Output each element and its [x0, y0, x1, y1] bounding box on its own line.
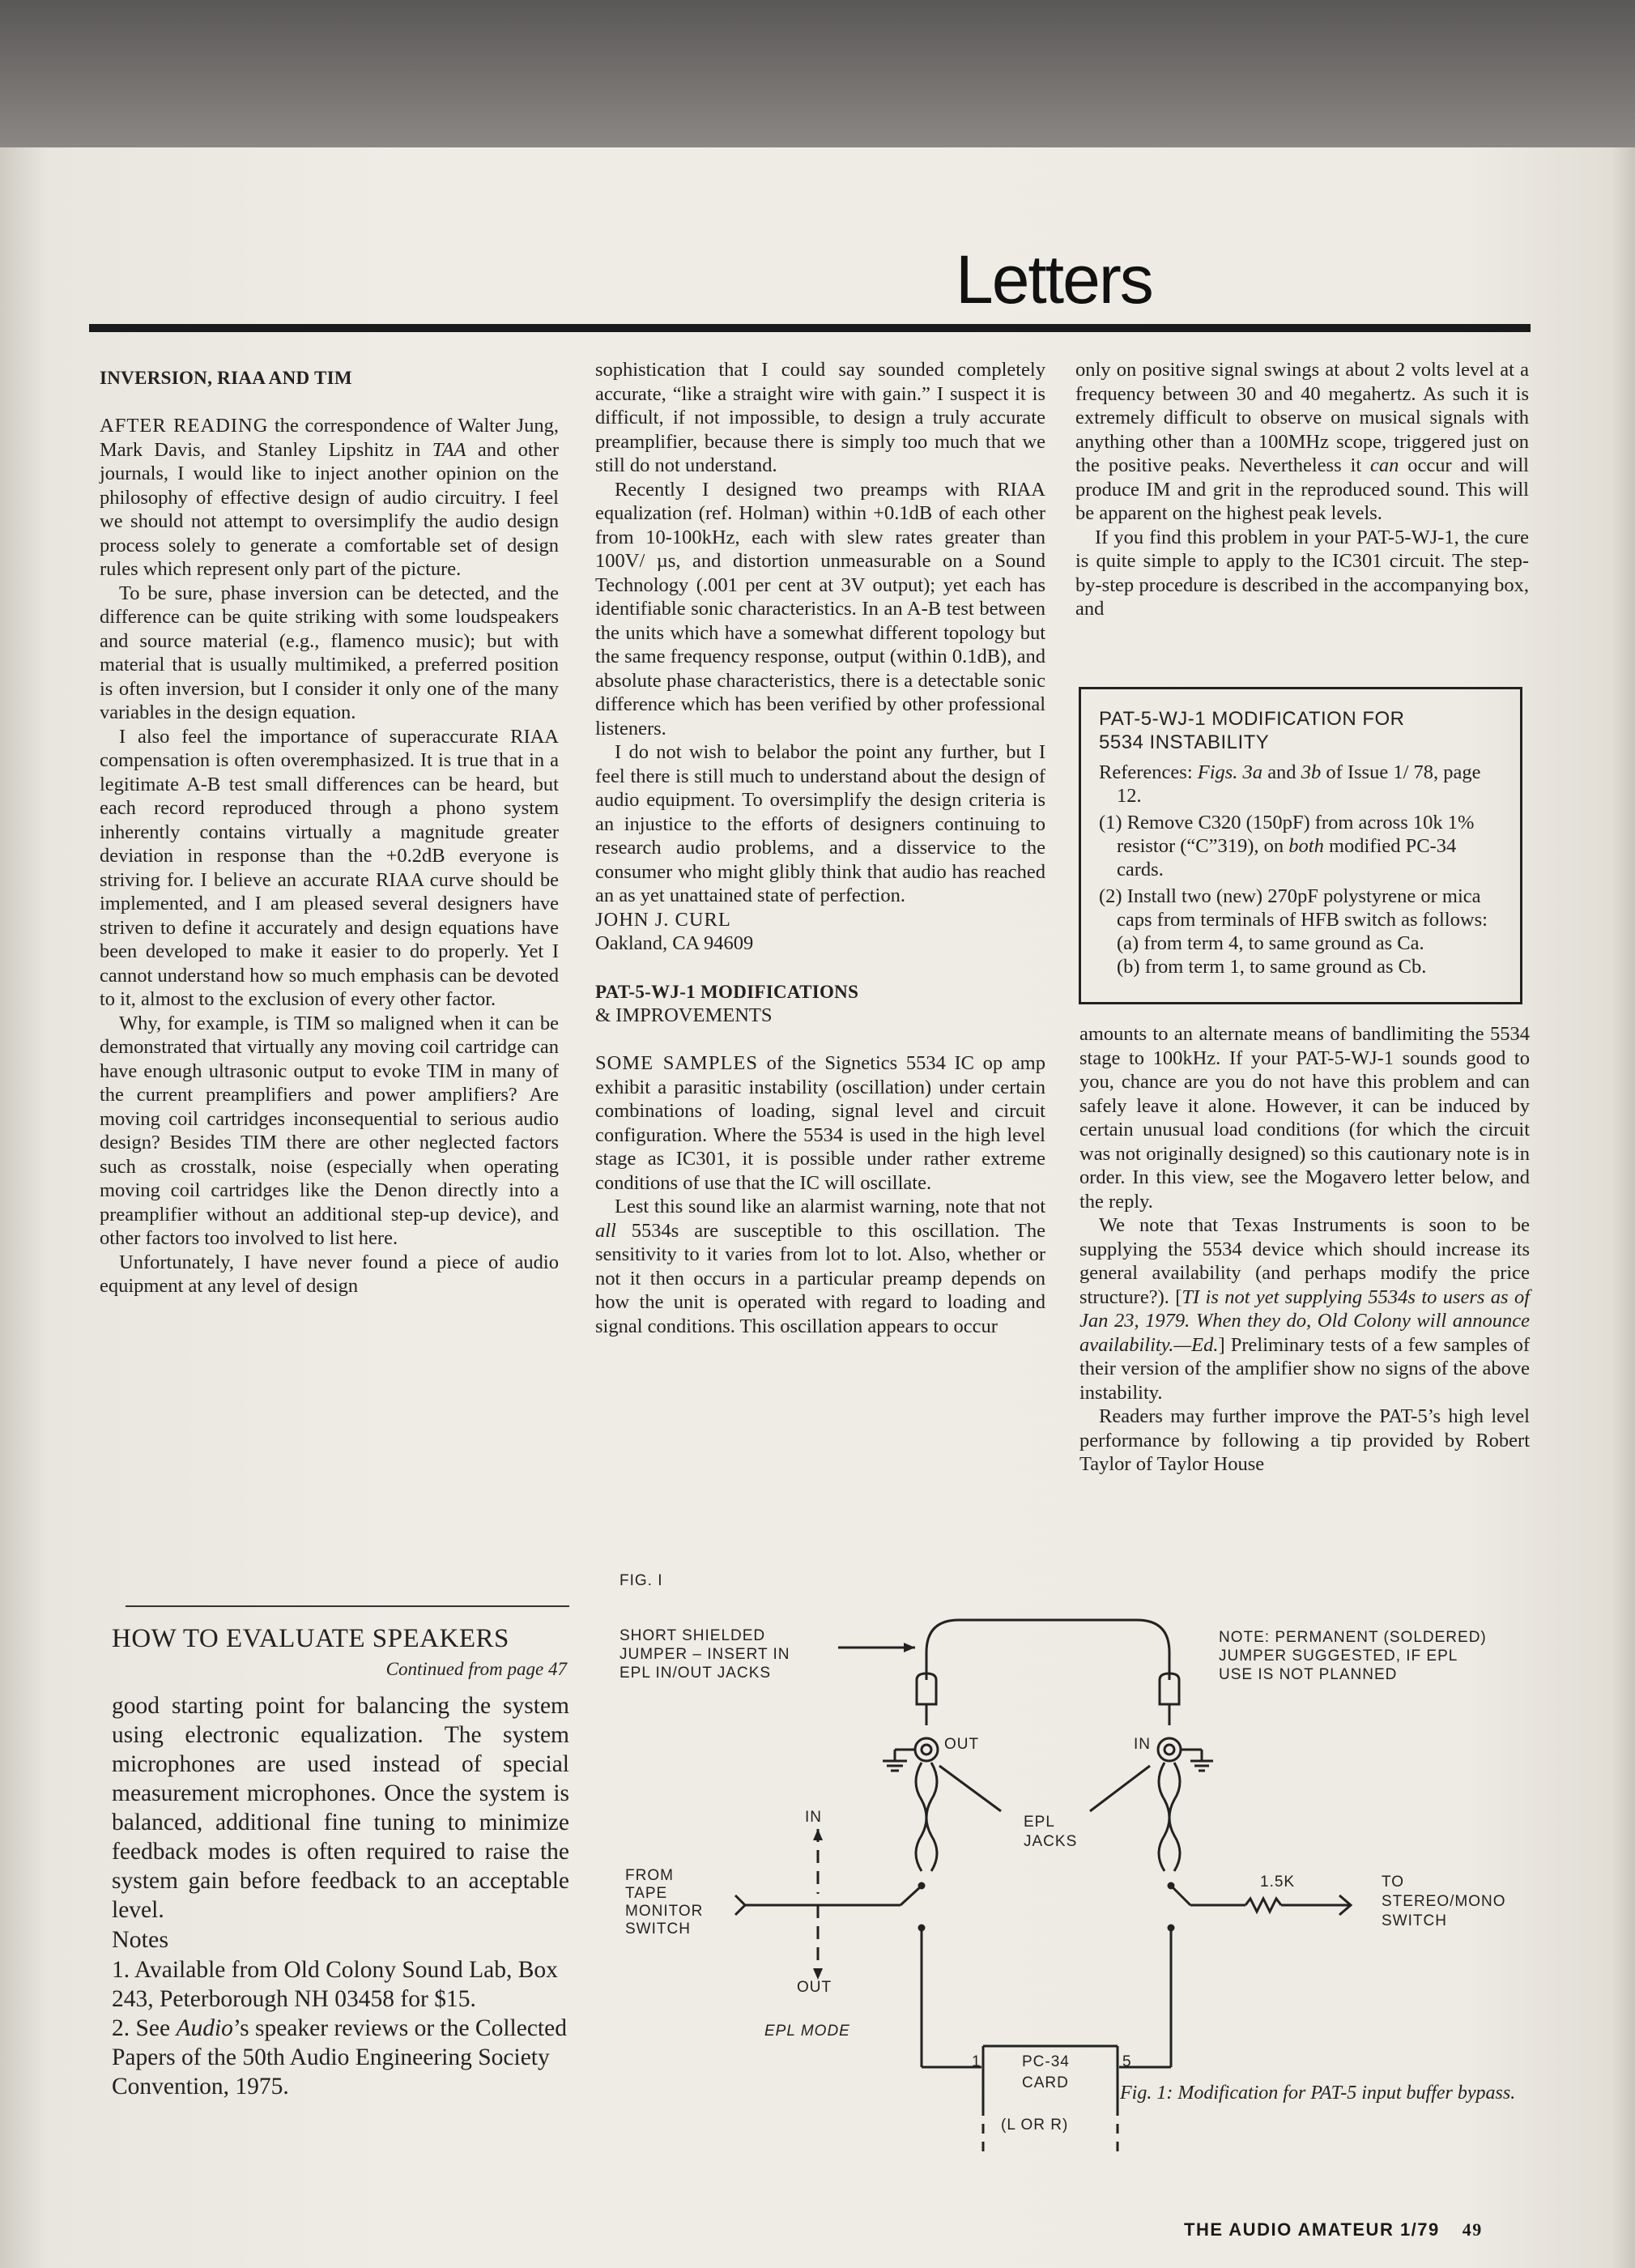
left-shielded-cable-b	[926, 1763, 937, 1871]
paragraph: amounts to an alternate means of bandlimiting the 5534 stage to 100kHz. If your PAT-5-WJ-1 sounds good to you, chance are you do not have this problem and can safely leave it alone. However, it can be induced by certain unusual load conditions (for which the circuit was not originally designed) so this cautionary note is in order. In this view, see the Mogavero letter below, and the reply.	[1079, 1023, 1530, 1213]
italic-text: TI is not yet supplying 5534s to users as of Jan 23, 1979. When they do, Old Colony will announce availability.—Ed.	[1079, 1285, 1531, 1356]
italic-text: 3b	[1301, 761, 1322, 783]
box-step-2b: (b) from term 1, to same ground as Cb.	[1117, 956, 1427, 978]
jumper-label-2: JUMPER – INSERT IN	[620, 1646, 790, 1663]
box-title-line-2: 5534 INSTABILITY	[1099, 731, 1270, 753]
in-jack-inner	[1165, 1745, 1174, 1754]
to-label-3: SWITCH	[1382, 1912, 1447, 1929]
text: occur and will produce IM and grit in the reproduced sound. This will be apparent on the highest peak levels.	[1075, 454, 1529, 524]
resistor-1-5k	[1245, 1899, 1281, 1912]
text: of the Signetics 5534 IC op amp exhibit a parasitic instability (oscillation) under certain combinations of loading, signal level and circuit configuration. Where the 5534 is used in the high level stage as IC301, it is possible under rather extreme conditions of use that the IC will oscillate.	[595, 1052, 1045, 1194]
out-jack-outer	[915, 1738, 938, 1761]
out-arrow-label: OUT	[797, 1979, 832, 1996]
epl-label-1: EPL	[1024, 1814, 1055, 1831]
text: of Issue 1/ 78, page 12.	[1117, 761, 1481, 807]
text: References:	[1099, 761, 1198, 783]
note-1: 1. Available from Old Colony Sound Lab, Box 243, Peterborough NH 03458 for $15.	[112, 1957, 558, 2012]
text: (1) Remove C320 (150pF) from across 10k 1% resistor (“C”319), on	[1099, 812, 1475, 857]
in-jack-outer	[1158, 1738, 1181, 1761]
text: and	[1262, 761, 1301, 783]
italic-text: all	[595, 1219, 616, 1242]
speakers-article-title: HOW TO EVALUATE SPEAKERS	[112, 1624, 509, 1653]
to-label-1: TO	[1382, 1874, 1405, 1891]
paragraph: good starting point for balancing the system using electronic equalization. The system microphones are used instead of special measurement microphones. Once the system is balanced, additional fine tuning to minimize feedback modes is often required to raise the system gain before feedback to an acceptable level.	[112, 1693, 569, 1923]
epl-pointer-left	[939, 1766, 1001, 1811]
letter-heading-inversion: INVERSION, RIAA AND TIM	[100, 368, 352, 388]
from-label-2: TAPE	[625, 1885, 668, 1902]
note-label-2: JUMPER SUGGESTED, IF EPL	[1219, 1648, 1458, 1665]
in-arrowhead	[813, 1829, 823, 1840]
input-chevron	[735, 1895, 745, 1915]
jumper-arrowhead	[904, 1643, 915, 1652]
box-step-2a: (a) from term 4, to same ground as Ca.	[1117, 932, 1424, 954]
epl-mode-label: EPL MODE	[764, 2023, 850, 2040]
journal-name: THE AUDIO AMATEUR 1/79	[1184, 2219, 1440, 2240]
from-label-4: SWITCH	[625, 1921, 691, 1938]
jumper-label-3: EPL IN/OUT JACKS	[620, 1665, 772, 1682]
italic-text: both	[1288, 835, 1324, 857]
page-footer	[1184, 2219, 1565, 2240]
letter-heading-pat5: PAT-5-WJ-1 MODIFICATIONS	[595, 981, 859, 1002]
lead-in: AFTER READING	[100, 415, 269, 437]
left-switch-contact	[919, 1883, 924, 1888]
text: 2. See	[112, 2015, 177, 2041]
paragraph: I also feel the importance of superaccurate RIAA compensation is often overemphasized. It is true that in a legitimate A-B test small differences can be heard, but each record reproduced through a phono system inherently contains virtually a magnitude greater deviation in response than the +0.2dB everyone is striving for. I believe an accurate RIAA curve should be implemented, and I am pleased several designers have striven to define it accurately and design equations have been developed to make it easier to do properly. Yet I cannot understand how so much emphasis can be devoted to it, almost to the exclusion of every other factor.	[100, 725, 559, 1010]
note-label-1: NOTE: PERMANENT (SOLDERED)	[1219, 1629, 1487, 1646]
text: modified PC-34 cards.	[1117, 835, 1457, 880]
italic-text: TAA	[432, 438, 466, 461]
page-number: 49	[1462, 2219, 1483, 2240]
paragraph: To be sure, phase inversion can be detected, and the difference can be quite striking with some loudspeakers and source material (e.g., flamenco music); but with material that is usually multimiked, a preferred position is often inversion, but I consider it only one of the many variables in the design equation.	[100, 582, 559, 723]
notes-heading: Notes	[112, 1926, 168, 1953]
epl-label-2: JACKS	[1024, 1833, 1078, 1850]
figure-caption: Fig. 1: Modification for PAT-5 input buffer bypass.	[1120, 2083, 1516, 2104]
out-jack-inner	[922, 1745, 931, 1754]
text: only on positive signal swings at about 2 volts level at a frequency between 30 and 40 megahertz. As such it is extremely difficult to observe on musical signals with anything other than a 100MHz scope, triggered just on the positive peaks. Nevertheless it	[1075, 359, 1529, 476]
from-label-1: FROM	[625, 1867, 674, 1884]
text: and other journals, I would like to inject another opinion on the philosophy of effective design of audio circuitry. I feel we should not attempt to oversimplify the audio design process solely to generate a comfortable set of design rules which represent only part of the picture.	[100, 438, 559, 580]
italic-text: Figs. 3a	[1197, 761, 1263, 783]
letter-subheading-pat5: & IMPROVEMENTS	[595, 1004, 773, 1026]
from-label-3: MONITOR	[625, 1903, 704, 1920]
box-step-2: (2) Install two (new) 270pF polystyrene or mica caps from terminals of HFB switch as follows:	[1099, 885, 1488, 931]
right-switch-blade	[1171, 1886, 1190, 1905]
paragraph: Recently I designed two preamps with RIAA equalization (ref. Holman) within +0.1dB of each other from 10-100kHz, each with slew rates greater than 100V/ µs, and distortion unmeasurable on a Sound Technology (.001 per cent at 3V output); yet each has identifiable sonic characteristics. In an A-B test between the units which have a somewhat different topology but the same frequency response, output (within 0.1dB), and absolute phase characteristics, there is a detectable sonic difference which has been verified by other professional listeners.	[595, 478, 1045, 740]
text: Lest this sound like an alarmist warning, note that not	[615, 1196, 1045, 1217]
jumper-label-1: SHORT SHIELDED	[620, 1627, 766, 1644]
resistor-label: 1.5K	[1260, 1874, 1296, 1891]
italic-text: can	[1370, 454, 1399, 476]
paragraph: If you find this problem in your PAT-5-WJ-1, the cure is quite simple to apply to the IC301 circuit. The step-by-step procedure is described in the accompanying box, and	[1075, 526, 1529, 620]
paragraph: Readers may further improve the PAT-5’s high level performance by following a tip provided by Robert Taylor of Taylor House	[1079, 1405, 1530, 1475]
fig-id: FIG. I	[620, 1572, 663, 1589]
left-switch-blade	[901, 1887, 920, 1905]
in-jack-label: IN	[1134, 1736, 1151, 1753]
page-title: Letters	[956, 241, 1152, 318]
text: We note that Texas Instruments is soon to be supplying the 5534 device which should increase its general availability (and perhaps modify the price structure?). [	[1079, 1214, 1530, 1308]
paragraph: sophistication that I could say sounded completely accurate, “like a straight wire with gain.” I suspect it is difficult, if not impossible, to design a truly accurate preamplifier, because there is simply too much that we still do not understand.	[595, 359, 1045, 476]
note-label-3: USE IS NOT PLANNED	[1219, 1666, 1398, 1683]
paragraph: Unfortunately, I have never found a piece of audio equipment at any level of design	[100, 1251, 559, 1297]
in-arrow-label: IN	[805, 1809, 822, 1826]
signature-place: Oakland, CA 94609	[595, 932, 754, 954]
card-label-2: CARD	[1022, 2074, 1069, 2091]
lead-in: SOME SAMPLES	[595, 1052, 759, 1074]
out-jack-label: OUT	[944, 1736, 980, 1753]
pin-1-label: 1	[972, 2053, 981, 2070]
text: ’s speaker reviews or the Collected Papers of the 50th Audio Engineering Society Convention, 1975.	[112, 2015, 567, 2100]
right-shielded-cable-b	[1169, 1763, 1180, 1871]
left-shielded-cable-a	[916, 1763, 926, 1871]
paragraph: I do not wish to belabor the point any further, but I feel there is still much to understand about the design of audio equipment. To oversimplify the design criteria is an injustice to the efforts of designers continuing to research audio problems, and a disservice to the consumer who might glibly think that audio has reached an as yet unattained state of perfection.	[595, 741, 1045, 906]
text: the correspondence of Walter Jung, Mark Davis, and Stanley Lipshitz in	[100, 415, 559, 461]
box-title-line-1: PAT-5-WJ-1 MODIFICATION FOR	[1099, 708, 1405, 730]
text: ] Preliminary tests of a few samples of their version of the amplifier show no signs of the above instability.	[1079, 1333, 1530, 1404]
italic-text: Audio	[176, 2015, 233, 2041]
paragraph: Why, for example, is TIM so maligned when it can be demonstrated that virtually any moving coil cartridge can have enough ultrasonic output to evoke TIM in many of the current preamplifiers and power amplifiers? Are moving coil cartridges inconsequential to serious audio design? Besides TIM there are other neglected factors such as crosstalk, noise (especially when operating moving coil cartridges like the Denon directly into a preamplifier without an additional step-up device), and other factors too involved to list here.	[100, 1012, 559, 1249]
pin-5-label: 5	[1122, 2053, 1132, 2070]
signature-name: JOHN J. CURL	[595, 908, 731, 931]
jumper-cable	[926, 1620, 1169, 1680]
to-label-2: STEREO/MONO	[1382, 1893, 1506, 1910]
continued-from: Continued from page 47	[385, 1659, 567, 1679]
epl-pointer-right	[1090, 1766, 1150, 1811]
card-label-1: PC-34	[1022, 2053, 1070, 2070]
card-label-3: (L OR R)	[1001, 2117, 1069, 2134]
text: 5534s are susceptible to this oscillation. The sensitivity to it varies from lot to lot. Also, whether or not it then occurs in a particular preamp depends on how the unit is operated with regard to loading and signal conditions. This oscillation appears to occur	[595, 1219, 1045, 1337]
right-shielded-cable-a	[1159, 1763, 1169, 1871]
